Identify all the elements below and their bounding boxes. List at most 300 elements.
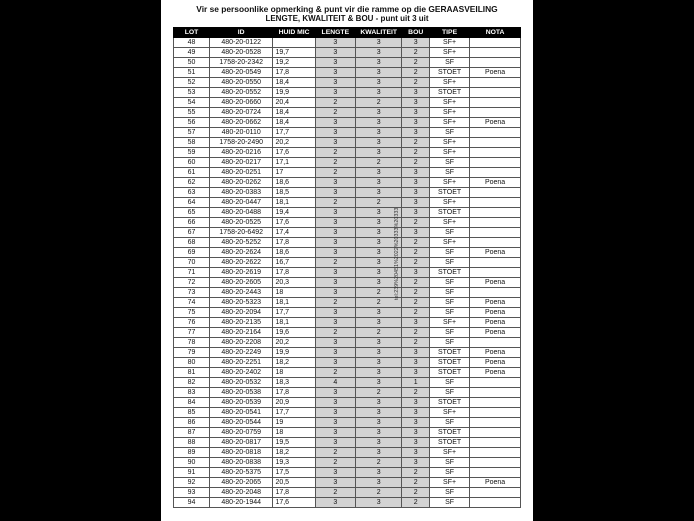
cell-nota	[470, 78, 521, 88]
cell-bou: 3	[402, 358, 430, 368]
cell-id: 480-20-2443	[209, 288, 272, 298]
cell-lengte: 3	[315, 188, 355, 198]
cell-bou: 3	[402, 188, 430, 198]
table-row	[174, 278, 521, 288]
cell-tipe: SF	[429, 158, 469, 168]
cell-nota: Poena	[470, 348, 521, 358]
cell-nota: Poena	[470, 68, 521, 78]
cell-lot: 62	[174, 178, 210, 188]
cell-tipe: SF	[429, 418, 469, 428]
cell-bou: 2	[402, 498, 430, 508]
cell-kwaliteit: 3	[355, 378, 402, 388]
cell-nota	[470, 38, 521, 48]
cell-lot: 57	[174, 128, 210, 138]
cell-lengte: 3	[315, 408, 355, 418]
cell-lot: 80	[174, 358, 210, 368]
cell-nota	[470, 468, 521, 478]
cell-kwaliteit: 3	[355, 448, 402, 458]
cell-huid-mic: 20,3	[273, 278, 315, 288]
cell-tipe: SF+	[429, 238, 469, 248]
cell-bou: 2	[402, 328, 430, 338]
cell-tipe: SF	[429, 258, 469, 268]
cell-kwaliteit: 3	[355, 118, 402, 128]
cell-id: 480-20-2402	[209, 368, 272, 378]
cell-lot: 92	[174, 478, 210, 488]
cell-kwaliteit: 3	[355, 368, 402, 378]
cell-lot: 88	[174, 438, 210, 448]
cell-kwaliteit: 2	[355, 458, 402, 468]
table-row	[174, 388, 521, 398]
cell-kwaliteit: 2	[355, 98, 402, 108]
cell-bou: 3	[402, 448, 430, 458]
cell-huid-mic: 19,5	[273, 438, 315, 448]
cell-lengte: 3	[315, 428, 355, 438]
cell-lengte: 3	[315, 58, 355, 68]
cell-kwaliteit: 3	[355, 318, 402, 328]
table-row	[174, 158, 521, 168]
cell-lengte: 3	[315, 288, 355, 298]
cell-bou: 2	[402, 288, 430, 298]
cell-lengte: 2	[315, 158, 355, 168]
cell-huid-mic: 17,6	[273, 148, 315, 158]
cell-tipe: STOET	[429, 88, 469, 98]
cell-lengte: 3	[315, 218, 355, 228]
cell-bou: 3	[402, 168, 430, 178]
cell-nota: Poena	[470, 118, 521, 128]
cell-bou: 3	[402, 88, 430, 98]
cell-nota: Poena	[470, 248, 521, 258]
table-row	[174, 458, 521, 468]
cell-huid-mic: 18	[273, 428, 315, 438]
cell-id: 480-20-0552	[209, 88, 272, 98]
cell-id: 1758-20-6492	[209, 228, 272, 238]
cell-huid-mic	[273, 38, 315, 48]
cell-nota	[470, 148, 521, 158]
table-row	[174, 168, 521, 178]
cell-lot: 54	[174, 98, 210, 108]
table-row	[174, 268, 521, 278]
cell-kwaliteit: 3	[355, 408, 402, 418]
cell-kwaliteit: 2	[355, 288, 402, 298]
cell-lot: 73	[174, 288, 210, 298]
table-row	[174, 178, 521, 188]
cell-lot: 90	[174, 458, 210, 468]
cell-lot: 86	[174, 418, 210, 428]
cell-nota	[470, 238, 521, 248]
table-row	[174, 198, 521, 208]
cell-kwaliteit: 3	[355, 38, 402, 48]
cell-kwaliteit: 3	[355, 108, 402, 118]
cell-bou: 3	[402, 228, 430, 238]
cell-nota	[470, 218, 521, 228]
cell-tipe: STOET	[429, 428, 469, 438]
cell-lot: 49	[174, 48, 210, 58]
cell-lengte: 3	[315, 228, 355, 238]
cell-id: 480-20-0110	[209, 128, 272, 138]
cell-huid-mic: 17,7	[273, 128, 315, 138]
cell-lot: 52	[174, 78, 210, 88]
cell-id: 480-20-0541	[209, 408, 272, 418]
cell-kwaliteit: 3	[355, 138, 402, 148]
cell-tipe: STOET	[429, 438, 469, 448]
cell-bou: 2	[402, 478, 430, 488]
table-row	[174, 468, 521, 478]
cell-kwaliteit: 2	[355, 328, 402, 338]
cell-nota: Poena	[470, 358, 521, 368]
table-row	[174, 408, 521, 418]
cell-lengte: 3	[315, 388, 355, 398]
cell-nota: Poena	[470, 308, 521, 318]
cell-lot: 60	[174, 158, 210, 168]
cell-id: 480-20-0528	[209, 48, 272, 58]
cell-kwaliteit: 3	[355, 208, 402, 218]
cell-id: 480-20-0549	[209, 68, 272, 78]
cell-id: 480-20-2249	[209, 348, 272, 358]
cell-id: 480-20-0447	[209, 198, 272, 208]
cell-tipe: SF	[429, 288, 469, 298]
cell-tipe: SF+	[429, 148, 469, 158]
document-title	[161, 0, 533, 24]
cell-tipe: SF	[429, 468, 469, 478]
cell-huid-mic: 18,1	[273, 318, 315, 328]
cell-kwaliteit: 3	[355, 258, 402, 268]
cell-lot: 94	[174, 498, 210, 508]
cell-bou: 3	[402, 318, 430, 328]
cell-kwaliteit: 3	[355, 338, 402, 348]
cell-nota	[470, 168, 521, 178]
cell-lot: 82	[174, 378, 210, 388]
cell-bou: 2	[402, 308, 430, 318]
table-row	[174, 108, 521, 118]
cell-kwaliteit: 3	[355, 398, 402, 408]
cell-bou: 3	[402, 98, 430, 108]
cell-lengte: 2	[315, 368, 355, 378]
cell-huid-mic: 20,2	[273, 338, 315, 348]
cell-lot: 79	[174, 348, 210, 358]
cell-lengte: 3	[315, 78, 355, 88]
table-row	[174, 98, 521, 108]
cell-lengte: 3	[315, 278, 355, 288]
cell-bou: 2	[402, 298, 430, 308]
table-row	[174, 78, 521, 88]
cell-id: 480-20-0122	[209, 38, 272, 48]
cell-huid-mic: 18,1	[273, 298, 315, 308]
cell-lot: 63	[174, 188, 210, 198]
table-row	[174, 478, 521, 488]
cell-huid-mic: 18,3	[273, 378, 315, 388]
cell-lengte: 3	[315, 308, 355, 318]
cell-huid-mic: 16,7	[273, 258, 315, 268]
cell-kwaliteit: 3	[355, 148, 402, 158]
cell-tipe: SF+	[429, 448, 469, 458]
cell-id: 480-20-0539	[209, 398, 272, 408]
cell-lot: 53	[174, 88, 210, 98]
cell-huid-mic: 20,2	[273, 138, 315, 148]
cell-nota: Poena	[470, 298, 521, 308]
cell-lot: 66	[174, 218, 210, 228]
table-row	[174, 188, 521, 198]
cell-lot: 48	[174, 38, 210, 48]
cell-kwaliteit: 2	[355, 388, 402, 398]
cell-nota: Poena	[470, 328, 521, 338]
cell-lot: 91	[174, 468, 210, 478]
cell-lengte: 3	[315, 398, 355, 408]
cell-kwaliteit: 3	[355, 438, 402, 448]
cell-bou: 2	[402, 338, 430, 348]
cell-tipe: SF	[429, 228, 469, 238]
cell-kwaliteit: 3	[355, 418, 402, 428]
cell-bou: 2	[402, 48, 430, 58]
cell-id: 1758-20-2490	[209, 138, 272, 148]
cell-lot: 75	[174, 308, 210, 318]
table-row	[174, 38, 521, 48]
cell-lot: 68	[174, 238, 210, 248]
table-row	[174, 58, 521, 68]
table-row	[174, 448, 521, 458]
cell-id: 480-20-0216	[209, 148, 272, 158]
cell-nota	[470, 188, 521, 198]
table-row	[174, 288, 521, 298]
cell-tipe: SF	[429, 498, 469, 508]
cell-bou: 2	[402, 58, 430, 68]
cell-id: 1758-20-2342	[209, 58, 272, 68]
cell-lengte: 3	[315, 48, 355, 58]
cell-id: 480-20-2048	[209, 488, 272, 498]
cell-kwaliteit: 2	[355, 198, 402, 208]
cell-bou: 3	[402, 178, 430, 188]
cell-lot: 74	[174, 298, 210, 308]
cell-tipe: SF+	[429, 118, 469, 128]
cell-bou: 3	[402, 118, 430, 128]
cell-huid-mic: 17,6	[273, 218, 315, 228]
cell-lot: 84	[174, 398, 210, 408]
cell-nota: Poena	[470, 178, 521, 188]
cell-lot: 71	[174, 268, 210, 278]
cell-id: 480-20-5252	[209, 238, 272, 248]
table-body	[174, 38, 521, 508]
cell-id: 480-20-2251	[209, 358, 272, 368]
cell-nota: Poena	[470, 318, 521, 328]
cell-nota	[470, 258, 521, 268]
table-row	[174, 338, 521, 348]
cell-tipe: SF	[429, 58, 469, 68]
cell-kwaliteit: 3	[355, 218, 402, 228]
cell-lengte: 3	[315, 178, 355, 188]
cell-kwaliteit: 3	[355, 278, 402, 288]
cell-id: 480-20-0662	[209, 118, 272, 128]
cell-lot: 64	[174, 198, 210, 208]
cell-id: 480-20-0538	[209, 388, 272, 398]
cell-tipe: SF+	[429, 178, 469, 188]
cell-id: 480-20-5375	[209, 468, 272, 478]
cell-id: 480-20-0660	[209, 98, 272, 108]
cell-kwaliteit: 3	[355, 248, 402, 258]
cell-id: 480-20-0262	[209, 178, 272, 188]
cell-kwaliteit: 3	[355, 48, 402, 58]
cell-lengte: 3	[315, 88, 355, 98]
cell-id: 480-20-0550	[209, 78, 272, 88]
cell-lengte: 2	[315, 148, 355, 158]
cell-id: 480-20-2135	[209, 318, 272, 328]
cell-id: 480-20-0544	[209, 418, 272, 428]
cell-bou: 2	[402, 258, 430, 268]
cell-lengte: 2	[315, 488, 355, 498]
cell-huid-mic: 20,4	[273, 98, 315, 108]
title-line-1: Vir se persoonlike opmerking & punt vir die ramme op die GERAASVEILING	[196, 4, 498, 14]
cell-id: 480-20-0217	[209, 158, 272, 168]
cell-huid-mic: 17,5	[273, 468, 315, 478]
table-row	[174, 398, 521, 408]
cell-huid-mic: 19,6	[273, 328, 315, 338]
table-row	[174, 368, 521, 378]
cell-lengte: 3	[315, 498, 355, 508]
cell-huid-mic: 18,4	[273, 118, 315, 128]
cell-tipe: SF+	[429, 78, 469, 88]
cell-tipe: SF	[429, 328, 469, 338]
cell-lengte: 4	[315, 378, 355, 388]
cell-lot: 87	[174, 428, 210, 438]
cell-lot: 93	[174, 488, 210, 498]
cell-nota	[470, 428, 521, 438]
vertical-side-note	[394, 180, 404, 300]
cell-nota	[470, 88, 521, 98]
cell-huid-mic: 18	[273, 368, 315, 378]
cell-bou: 2	[402, 238, 430, 248]
cell-bou: 3	[402, 398, 430, 408]
cell-bou: 3	[402, 198, 430, 208]
table-row	[174, 498, 521, 508]
cell-lengte: 3	[315, 348, 355, 358]
cell-nota	[470, 418, 521, 428]
cell-kwaliteit: 3	[355, 128, 402, 138]
cell-lot: 61	[174, 168, 210, 178]
cell-nota	[470, 198, 521, 208]
cell-kwaliteit: 3	[355, 478, 402, 488]
cell-bou: 3	[402, 438, 430, 448]
table-row	[174, 378, 521, 388]
cell-id: 480-20-0383	[209, 188, 272, 198]
cell-bou: 1	[402, 378, 430, 388]
cell-huid-mic: 17,7	[273, 408, 315, 418]
cell-nota	[470, 398, 521, 408]
cell-lengte: 3	[315, 118, 355, 128]
col-header-lot: LOT	[174, 28, 210, 38]
cell-huid-mic: 17,1	[273, 158, 315, 168]
cell-lot: 58	[174, 138, 210, 148]
cell-nota: Poena	[470, 368, 521, 378]
table-row	[174, 88, 521, 98]
col-header-huid-mic: HUID MIC	[273, 28, 315, 38]
cell-bou: 3	[402, 108, 430, 118]
cell-bou: 3	[402, 408, 430, 418]
cell-tipe: SF+	[429, 138, 469, 148]
cell-lot: 76	[174, 318, 210, 328]
cell-tipe: SF+	[429, 108, 469, 118]
cell-kwaliteit: 3	[355, 348, 402, 358]
cell-lengte: 2	[315, 98, 355, 108]
cell-kwaliteit: 3	[355, 88, 402, 98]
cell-lot: 65	[174, 208, 210, 218]
cell-id: 480-20-2208	[209, 338, 272, 348]
cell-kwaliteit: 3	[355, 78, 402, 88]
cell-nota	[470, 408, 521, 418]
cell-id: 480-20-0488	[209, 208, 272, 218]
cell-bou: 2	[402, 158, 430, 168]
cell-id: 480-20-0759	[209, 428, 272, 438]
cell-id: 480-20-2065	[209, 478, 272, 488]
cell-huid-mic: 18,1	[273, 198, 315, 208]
cell-nota	[470, 458, 521, 468]
cell-nota	[470, 288, 521, 298]
cell-nota	[470, 138, 521, 148]
cell-nota	[470, 488, 521, 498]
table-row	[174, 238, 521, 248]
cell-bou: 3	[402, 368, 430, 378]
cell-lot: 85	[174, 408, 210, 418]
cell-tipe: STOET	[429, 268, 469, 278]
cell-huid-mic: 19,9	[273, 348, 315, 358]
cell-id: 480-20-0724	[209, 108, 272, 118]
cell-tipe: STOET	[429, 188, 469, 198]
cell-tipe: SF+	[429, 408, 469, 418]
table-row	[174, 258, 521, 268]
cell-tipe: STOET	[429, 368, 469, 378]
cell-tipe: SF	[429, 488, 469, 498]
cell-lot: 81	[174, 368, 210, 378]
cell-nota	[470, 108, 521, 118]
cell-id: 480-20-0817	[209, 438, 272, 448]
cell-id: 480-20-0525	[209, 218, 272, 228]
cell-bou: 3	[402, 208, 430, 218]
cell-bou: 2	[402, 218, 430, 228]
cell-nota	[470, 208, 521, 218]
cell-tipe: SF	[429, 298, 469, 308]
table-row	[174, 348, 521, 358]
cell-lengte: 3	[315, 358, 355, 368]
cell-bou: 2	[402, 388, 430, 398]
col-header-tipe: TIPE	[429, 28, 469, 38]
cell-lengte: 3	[315, 418, 355, 428]
table-row	[174, 68, 521, 78]
cell-nota	[470, 438, 521, 448]
cell-huid-mic: 18,2	[273, 358, 315, 368]
cell-kwaliteit: 3	[355, 178, 402, 188]
cell-tipe: SF	[429, 308, 469, 318]
cell-kwaliteit: 2	[355, 488, 402, 498]
cell-lengte: 3	[315, 338, 355, 348]
cell-lengte: 3	[315, 478, 355, 488]
cell-lot: 77	[174, 328, 210, 338]
cell-bou: 2	[402, 148, 430, 158]
cell-tipe: SF	[429, 458, 469, 468]
cell-huid-mic: 18,4	[273, 108, 315, 118]
cell-lot: 69	[174, 248, 210, 258]
cell-lengte: 3	[315, 38, 355, 48]
cell-nota	[470, 448, 521, 458]
table-row	[174, 428, 521, 438]
cell-tipe: SF	[429, 338, 469, 348]
cell-id: 480-20-0838	[209, 458, 272, 468]
cell-nota	[470, 48, 521, 58]
cell-huid-mic: 18,6	[273, 178, 315, 188]
cell-lot: 89	[174, 448, 210, 458]
cell-huid-mic: 19,9	[273, 88, 315, 98]
cell-nota: Poena	[470, 478, 521, 488]
cell-kwaliteit: 3	[355, 188, 402, 198]
cell-lot: 50	[174, 58, 210, 68]
table-row	[174, 148, 521, 158]
cell-tipe: STOET	[429, 208, 469, 218]
